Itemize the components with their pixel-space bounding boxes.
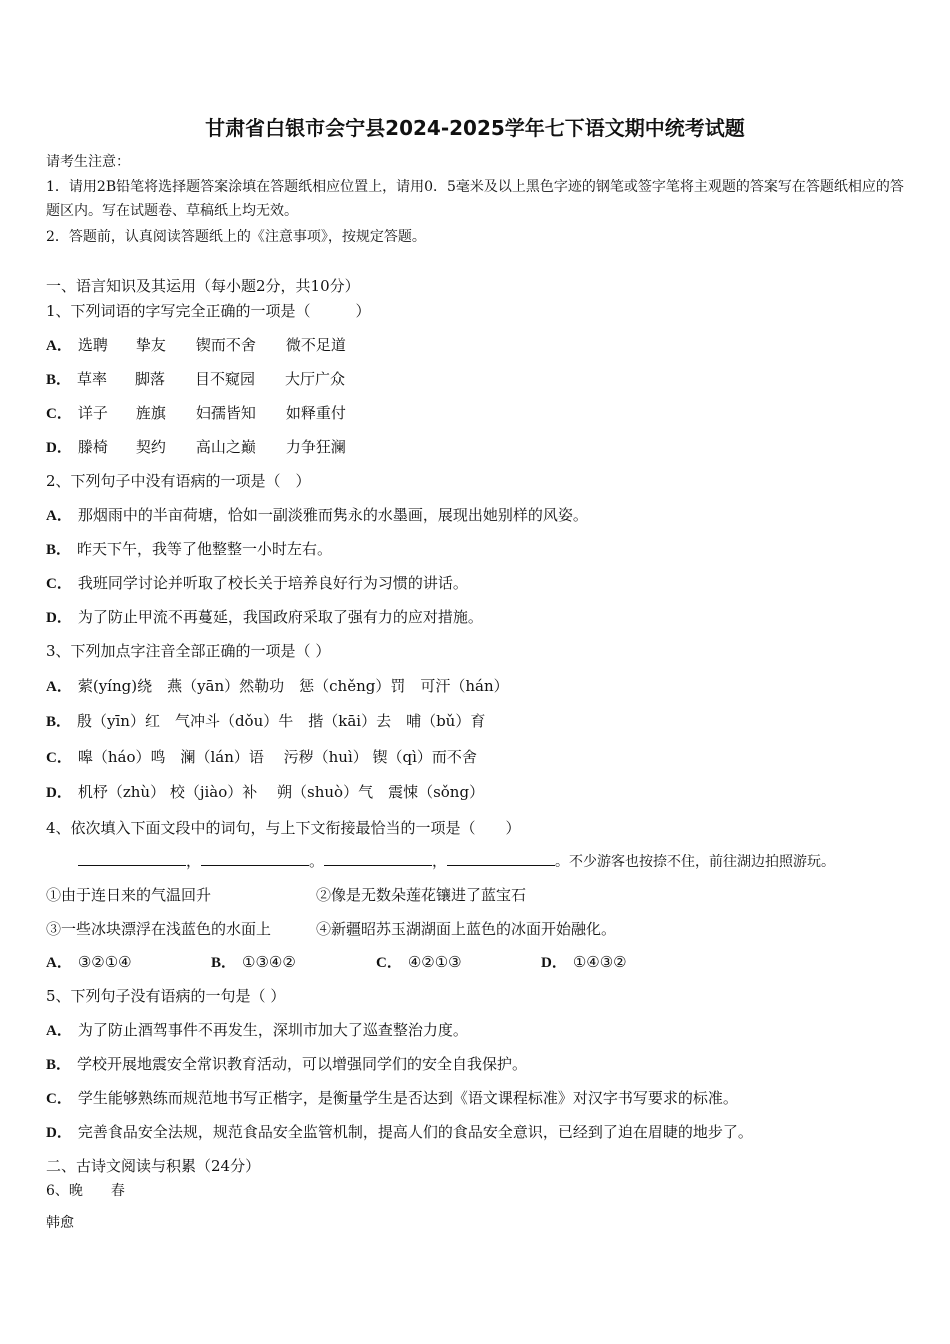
choice-item: ①由于连日来的气温回升 (46, 886, 212, 904)
choice-item: ④新疆昭苏玉湖湖面上蓝色的冰面开始融化。 (316, 920, 617, 938)
option-row (46, 1054, 527, 1075)
option-row (46, 505, 588, 526)
question-stem: 6、晚 春 (46, 1183, 125, 1199)
option-row (46, 573, 468, 594)
blank-line (201, 851, 309, 866)
option-word: 草率 (77, 370, 108, 388)
option-word: 脚落 (135, 370, 166, 388)
option-text: ①④③② (572, 953, 627, 971)
option-letter: B． (46, 1057, 72, 1073)
option-row (46, 539, 332, 560)
option-letter: B． (46, 372, 72, 388)
question-stem: 3、下列加点字注音全部正确的一项是（ ） (46, 642, 331, 660)
option-letter: D． (46, 785, 72, 801)
option-word: 旌旗 (135, 404, 166, 422)
punctuation: 。 (309, 852, 325, 870)
fill-blank-passage (78, 851, 835, 872)
option-word: 契约 (135, 438, 166, 456)
option-text: 萦(yíng)绕 燕（yān）然勒功 惩（chěng）罚 可汗（hán） (77, 677, 509, 695)
option-text: ④②①③ (407, 953, 462, 971)
option-word: 目不窥园 (195, 370, 256, 388)
option-word: 力争狂澜 (285, 438, 346, 456)
option-letter: A． (46, 1023, 72, 1039)
option-row (46, 369, 345, 390)
option-text: 嗥（háo）鸣 澜（lán）语 污秽（huì） 锲（qì）而不舍 (77, 748, 477, 766)
option-text: ①③④② (242, 953, 296, 971)
option-row (46, 1088, 738, 1109)
question-stem: 4、依次填入下面文段中的词句，与上下文衔接最恰当的一项是（ ） (46, 819, 521, 837)
option-text: ③②①④ (77, 953, 132, 971)
option-letter: C． (46, 406, 72, 422)
option-text: 为了防止酒驾事件不再发生，深圳市加大了巡查整治力度。 (77, 1021, 468, 1039)
choice-row (46, 885, 526, 905)
page-title: 甘肃省白银市会宁县2024-2025学年七下语文期中统考试题 (205, 116, 745, 140)
option-letter: A． (46, 679, 72, 695)
section-heading: 一、语言知识及其运用（每小题2分，共10分） (46, 277, 360, 295)
option-text: 学生能够熟练而规范地书写正楷字，是衡量学生是否达到《语文课程标准》对汉字书写要求的标准。 (77, 1089, 738, 1107)
option-word: 妇孺皆知 (195, 404, 256, 422)
option-row (46, 676, 509, 697)
option-row (46, 437, 346, 458)
option-text: 机杼（zhù） 校（jiào）补 朔（shuò）气 震悚（sǒng） (77, 783, 485, 801)
choice-item: ②像是无数朵莲花镶进了蓝宝石 (316, 886, 527, 904)
section-heading: 二、古诗文阅读与积累（24分） (46, 1157, 261, 1175)
option-row (46, 782, 484, 803)
option-word: 滕椅 (77, 438, 108, 456)
option-text: 殷（yīn）红 气冲斗（dǒu）牛 揩（kāi）去 哺（bǔ）育 (77, 712, 486, 730)
option-word: 高山之巅 (195, 438, 256, 456)
option-text: 昨天下午，我等了他整整一小时左右。 (77, 540, 333, 558)
option-row (46, 952, 627, 973)
option-word: 挚友 (135, 336, 166, 354)
question-stem: 2、下列句子中没有语病的一项是（ ） (46, 472, 311, 490)
option-letter: C． (46, 750, 72, 766)
notice-item-1: 1．请用2B铅笔将选择题答案涂填在答题纸相应位置上，请用0．5毫米及以上黑色字迹的钢笔或签字笔将主观题的答案写在答题纸相应的答题区内。写在试题卷、草稿纸上均无效。 (46, 179, 904, 219)
option-row (46, 1122, 753, 1143)
option-text: 为了防止甲流不再蔓延，我国政府采取了强有力的应对措施。 (77, 608, 483, 626)
option-text: 那烟雨中的半亩荷塘，恰如一副淡雅而隽永的水墨画，展现出她别样的风姿。 (77, 506, 588, 524)
option-letter: A． (46, 338, 72, 354)
blank-line (447, 851, 555, 866)
option-row (46, 335, 346, 356)
option-word: 详子 (77, 404, 108, 422)
option-letter: D． (541, 955, 567, 971)
choice-item: ③一些冰块漂浮在浅蓝色的水面上 (46, 920, 272, 938)
blank-line (78, 851, 186, 866)
passage-tail: 。不少游客也按捺不住，前往湖边拍照游玩。 (555, 854, 836, 870)
option-word: 锲而不舍 (195, 336, 256, 354)
option-letter: A． (46, 955, 72, 971)
option-letter: B． (46, 714, 72, 730)
option-row (46, 607, 483, 628)
option-letter: D． (46, 440, 72, 456)
option-row (46, 747, 477, 768)
option-word: 大厅广众 (285, 370, 346, 388)
option-row (46, 711, 485, 732)
poem-author: 韩愈 (46, 1215, 74, 1231)
option-letter: C． (46, 576, 72, 592)
option-word: 如释重付 (285, 404, 346, 422)
punctuation: ， (432, 852, 448, 870)
option-letter: A． (46, 508, 72, 524)
option-text: 学校开展地震安全常识教育活动，可以增强同学们的安全自我保护。 (77, 1055, 528, 1073)
option-row (46, 403, 346, 424)
option-letter: D． (46, 1125, 72, 1141)
punctuation: ， (186, 852, 202, 870)
option-letter: B． (46, 542, 72, 558)
option-text: 完善食品安全法规，规范食品安全监管机制，提高人们的食品安全意识，已经到了迫在眉睫的地步了。 (77, 1123, 753, 1141)
option-row (46, 1020, 468, 1041)
option-text: 我班同学讨论并听取了校长关于培养良好行为习惯的讲话。 (77, 574, 468, 592)
question-stem: 1、下列词语的字写完全正确的一项是（ ） (46, 302, 371, 320)
notice-item-2: 2．答题前，认真阅读答题纸上的《注意事项》，按规定答题。 (46, 229, 426, 245)
choice-row (46, 919, 616, 939)
option-letter: D． (46, 610, 72, 626)
option-word: 选聘 (77, 336, 108, 354)
notice-heading: 请考生注意： (46, 154, 130, 170)
option-word: 微不足道 (285, 336, 346, 354)
question-stem: 5、下列句子没有语病的一句是（ ） (46, 987, 286, 1005)
blank-line (324, 851, 432, 866)
option-letter: B． (211, 955, 237, 971)
option-letter: C． (376, 955, 402, 971)
option-letter: C． (46, 1091, 72, 1107)
